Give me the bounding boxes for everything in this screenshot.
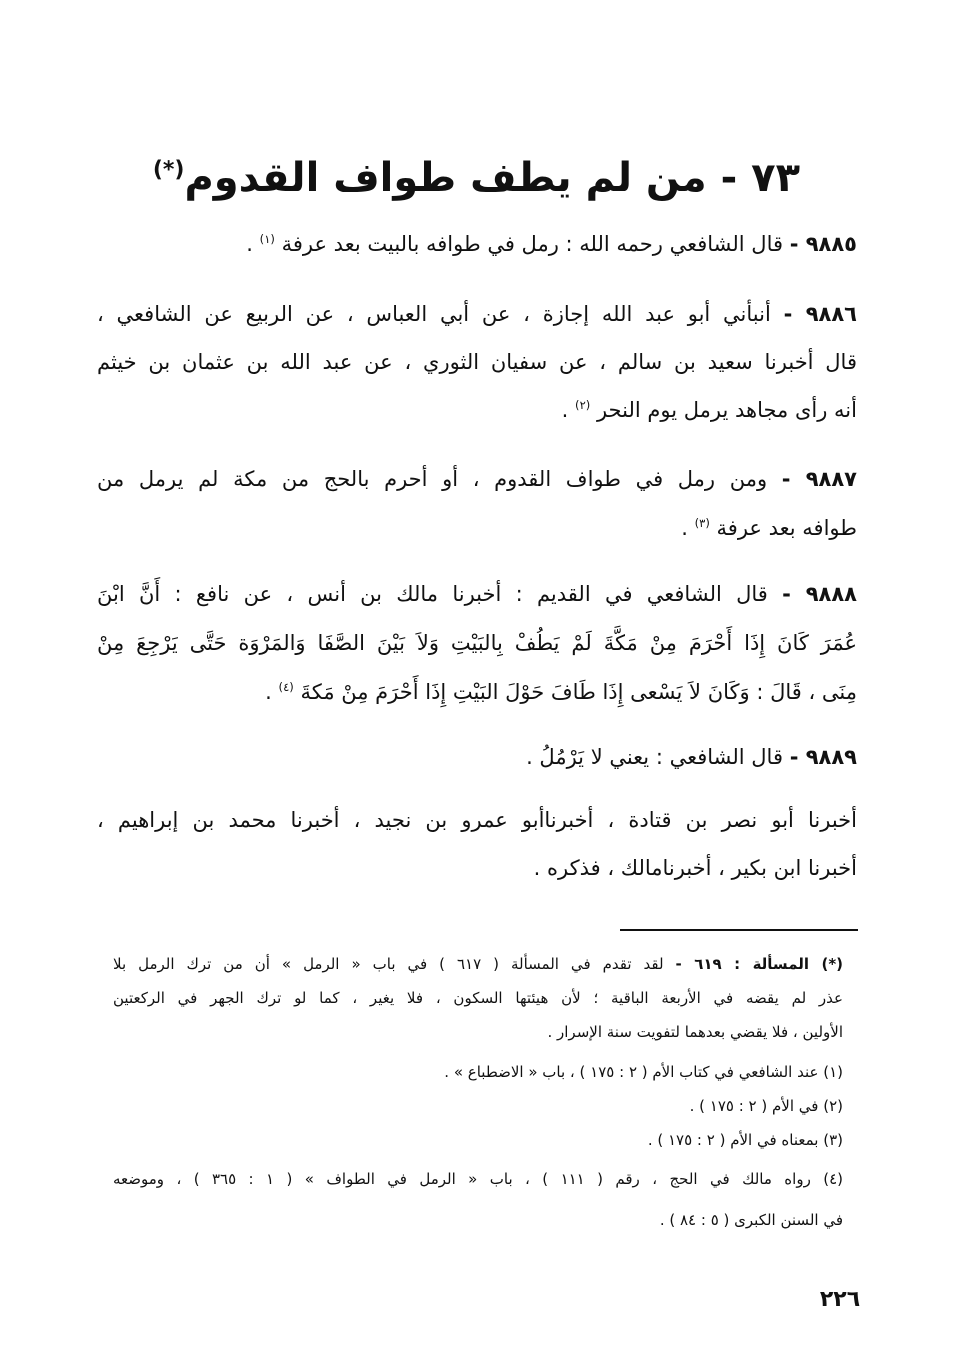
footnote-ref: (٤) [278,680,294,694]
paragraph-9887-line-2 [97,508,857,548]
footnote-4-line-2 [113,1206,843,1234]
paragraph-text: مِنَى ، قَالَ : وَكَانَ لاَ يَسْعى إِذَا طَافَ حَوْلَ البَيْتِ إِذَا أَحْرَمَ مِنْ مَكةَ [300,680,857,704]
paragraph-9886-line-3 [97,390,857,430]
paragraph-text: ومن رمل في طواف القدوم ، أو أحرم بالحج من مكة لم يرمل من [97,467,768,491]
paragraph-number: ٩٨٨٦ - [783,302,857,326]
footnote-2 [113,1092,843,1120]
isnad-line-1 [97,800,857,840]
footnote-star-head: (*) المسألة : ٦١٩ - [675,955,844,973]
isnad-line-2 [97,848,857,888]
paragraph-9888-line-2 [97,623,857,663]
chapter-number: ٧٣ - [720,155,800,201]
chapter-title-text: من لم يطف طواف القدوم [184,155,707,201]
paragraph-9887-line-1 [97,459,857,499]
footnote-text: عذر لم يقضه في الأربعة الباقية ؛ لأن هيئتها السكون ، فلا يغير ، كما لو ترك الجهر في الركعتين [113,989,843,1007]
paragraph-9886-line-2 [97,342,857,382]
footnote-text: (٣) بمعناه في الأم ( ٢ : ١٧٥ ) . [647,1131,843,1149]
paragraph-text: أخبرنا ابن بكير ، أخبرنامالك ، فذكره . [533,856,857,880]
paragraph-end: . [681,516,688,540]
paragraph-text: أنبأني أبو عبد الله إجازة ، عن أبي العباس ، عن الربيع عن الشافعي ، [97,302,771,326]
footnote-ref: (٣) [694,516,710,530]
paragraph-9888-line-1 [97,574,857,614]
footnote-star-line-1 [113,950,843,978]
paragraph-number: ٩٨٨٧ - [781,467,858,491]
footnote-3 [113,1126,843,1154]
footnote-text: (١) عند الشافعي في كتاب الأم ( ٢ : ١٧٥ ) ، باب « الاضطباع » . [444,1063,843,1081]
footnote-text: لقد تقدم في المسألة ( ٦١٧ ) في باب « الرمل » أن من ترك الرمل بلا [113,955,664,973]
footnote-1 [113,1058,843,1086]
paragraph-text: عُمَرَ كَانَ إِذَا أَحْرَمَ مِنْ مَكَّةَ لَمْ يَطُفْ بِالبَيْتِ وَلاَ بَيْنَ الصَّفَا وَالمَرْوَة حَتَّى يَرْجِعَ مِنْ [97,631,857,655]
chapter-footnote-mark: (*) [152,157,185,183]
footnote-star-line-3 [113,1018,843,1046]
footnote-star-line-2 [113,984,843,1012]
paragraph-number: ٩٨٨٩ - [789,745,857,769]
footnote-text: في السنن الكبرى ( ٥ : ٨٤ ) . [659,1211,843,1229]
paragraph-number: ٩٨٨٨ - [782,582,857,606]
paragraph-number: ٩٨٨٥ - [789,232,857,256]
chapter-heading [152,148,800,208]
paragraph-9886-line-1 [97,294,857,334]
paragraph-end: . [265,680,272,704]
paragraph-9889-line-1 [97,737,857,777]
paragraph-text: أنه رأى مجاهد يرمل يوم النحر [596,398,857,422]
footnote-text: (٢) في الأم ( ٢ : ١٧٥ ) . [689,1097,843,1115]
paragraph-text: قال الشافعي رحمه الله : رمل في طوافه بالبيت بعد عرفة [281,232,783,256]
page-number: ٢٢٦ [819,1287,861,1312]
paragraph-text: قال أخبرنا سعيد بن سالم ، عن سفيان الثوري ، عن عبد الله بن عثمان بن خيثم [97,350,857,374]
paragraph-text: قال الشافعي : يعني لا يَرْمُلُ . [526,745,783,769]
paragraph-9888-line-3 [97,672,857,712]
footnote-text: (٤) رواه مالك في الحج ، رقم ( ١١١ ) ، باب « الرمل في الطواف » ( ١ : ٣٦٥ ) ، وموضعه [113,1170,843,1188]
footnote-ref: (٢) [575,398,591,412]
footnote-divider [620,929,858,931]
footnote-ref: (١) [259,232,275,246]
paragraph-text: قال الشافعي في القديم : أخبرنا مالك بن أنس ، عن نافع : أَنَّ ابْنَ [97,582,768,606]
footnote-text: الأولين ، فلا يقضي بعدهما لتفويت سنة الإسرار . [547,1023,843,1041]
paragraph-text: أخبرنا أبو نصر بن قتادة ، أخبرناأبو عمرو بن نجيد ، أخبرنا محمد بن إبراهيم ، [97,808,857,832]
footnote-4-line-1 [113,1165,843,1193]
paragraph-text: طوافه بعد عرفة [716,516,857,540]
paragraph-9885-line-1 [97,224,857,264]
paragraph-end: . [246,232,253,256]
paragraph-end: . [561,398,569,422]
